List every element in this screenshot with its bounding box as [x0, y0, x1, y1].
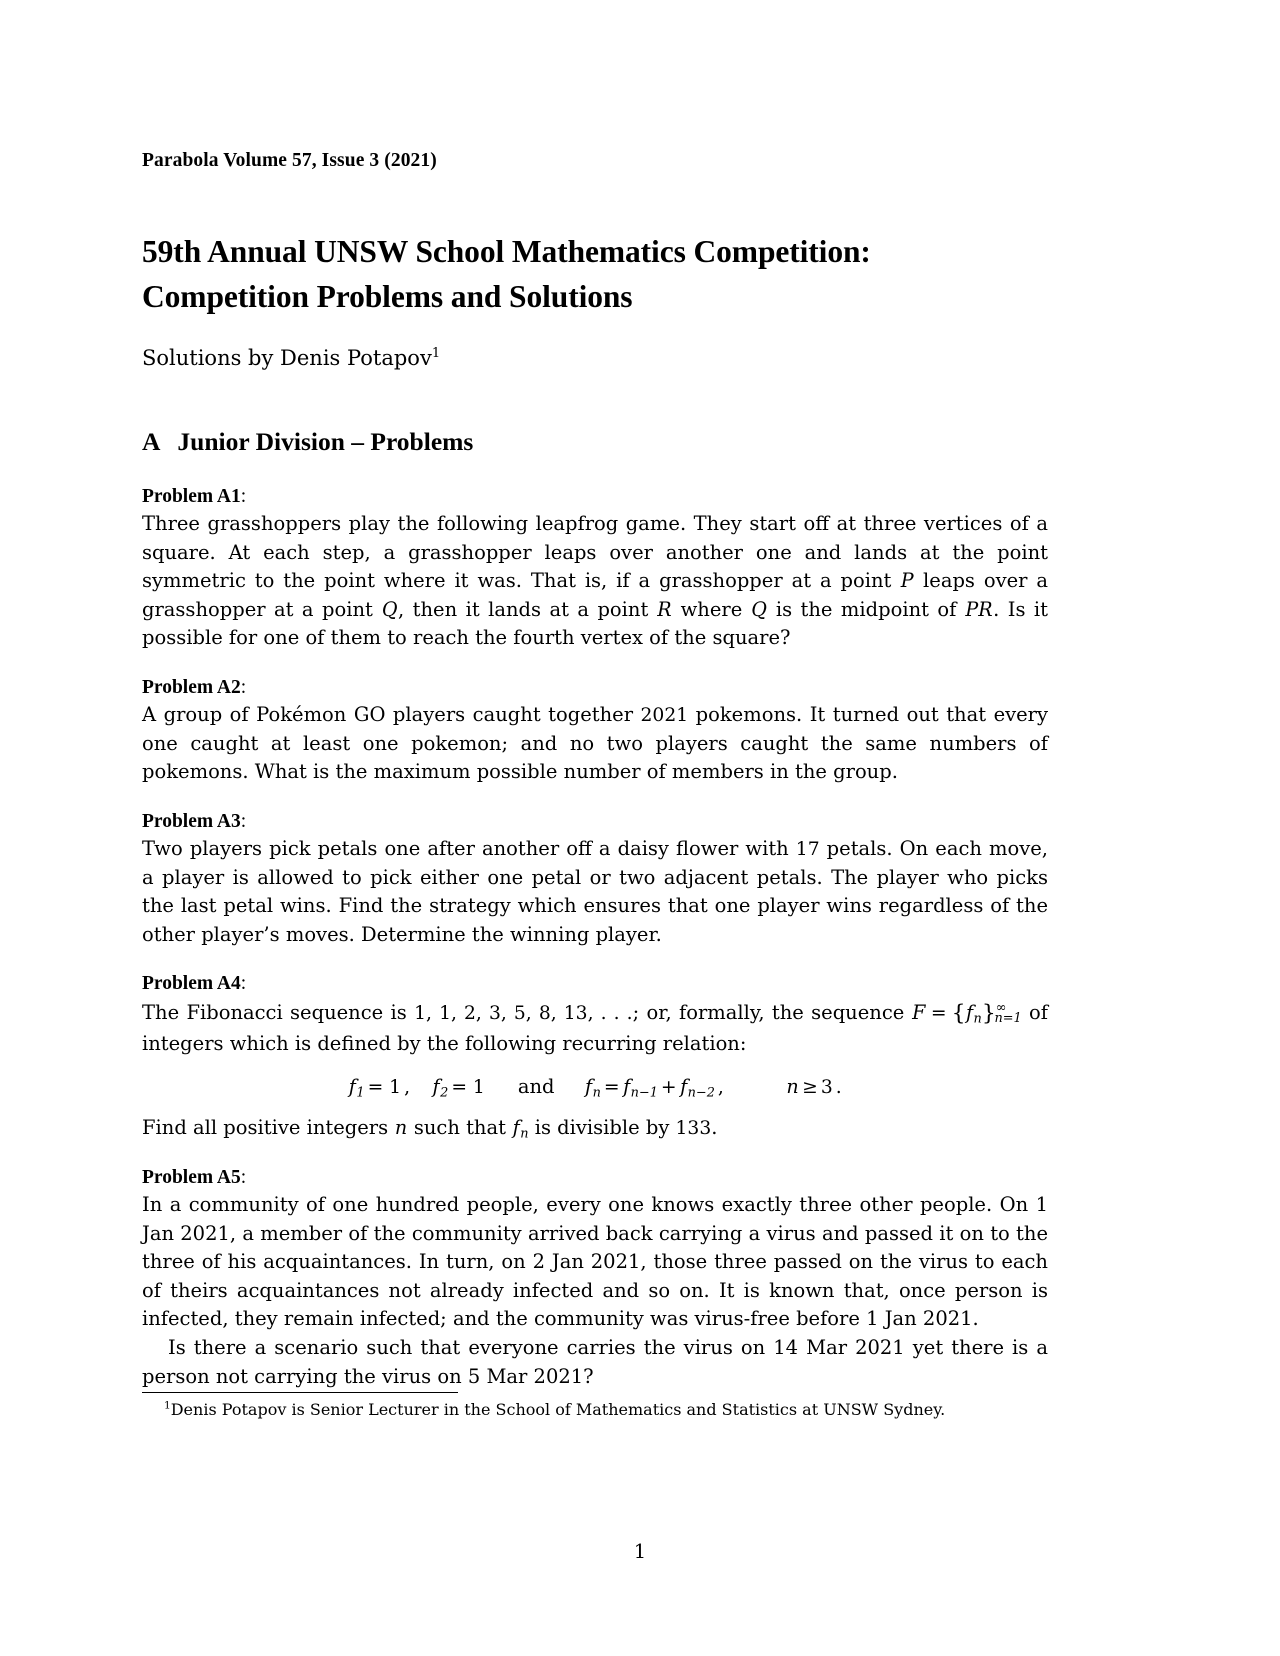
problem-a2-colon: :: [240, 676, 247, 698]
a4-closing-a: Find all positive integers: [142, 1116, 395, 1140]
a4-set-close: }: [981, 1000, 996, 1026]
a1-math-q2: Q: [751, 597, 767, 621]
a2-text-after: pokemons. It turned out that every one caught at least one pokemon; and no two players caught the same numbers of pokemons. What is the maximum possible number of members in the group.: [142, 703, 1049, 784]
footnote-body: Denis Potapov is Senior Lecturer in the School of Mathematics and Statistics at UNSW Sydney.: [170, 1400, 946, 1419]
eq-fn-sub: n: [592, 1085, 601, 1101]
section-title: Junior Division – Problems: [177, 426, 474, 456]
eq-geq: ≥: [802, 1077, 818, 1099]
eq-fn-equals: =: [603, 1077, 620, 1099]
problem-a5: [142, 1165, 1048, 1391]
a4-closing-fsub: n: [520, 1126, 529, 1142]
a1-part-6: . Is it possible for one of them to reach the fourth vertex of the square?: [142, 597, 1048, 650]
a2-text-before: A group of Pokémon GO players caught together: [142, 703, 641, 727]
a4-intro-b: ; or, formally, the sequence: [632, 1000, 912, 1024]
problem-a2: [142, 675, 1048, 787]
a4-closing-133: 133: [675, 1118, 712, 1140]
byline: [142, 345, 1048, 372]
a4-closing-c: is divisible by: [528, 1116, 676, 1140]
problem-a5-colon: :: [240, 1166, 247, 1188]
eq-comma-1: ,: [404, 1077, 411, 1099]
problem-a4-label: [142, 971, 1048, 997]
eq-f1: f: [348, 1075, 356, 1099]
a4-set-sub: n: [973, 1011, 982, 1027]
footnote-area: [142, 1392, 1048, 1421]
problem-a3-body: [142, 835, 1048, 949]
eq-f2-sub: 2: [440, 1085, 449, 1101]
eq-fn: f: [585, 1075, 593, 1099]
a1-part-3: , then it lands at a point: [397, 597, 657, 621]
problem-a4-label-text: Problem A4: [142, 973, 241, 995]
problem-a2-label: [142, 675, 1048, 701]
problem-a1-colon: :: [240, 485, 247, 507]
footnote-marker: 1: [164, 1399, 171, 1412]
a1-math-p: P: [900, 569, 914, 593]
a1-part-4: where: [672, 597, 751, 621]
eq-f2-value: = 1: [451, 1077, 485, 1099]
eq-fn2-sub: n−2: [687, 1085, 715, 1101]
a1-math-pr: PR: [965, 597, 993, 621]
eq-plus: +: [660, 1077, 677, 1099]
section-number: A: [142, 426, 161, 456]
problem-a4-colon: :: [240, 973, 247, 995]
eq-fn1-sub: n−1: [630, 1085, 658, 1101]
problem-a5-paragraph-2: Is there a scenario such that everyone carries the virus on 14 Mar 2021 yet there is a person not carrying the virus on 5 Mar 2021?: [142, 1335, 1048, 1388]
eq-f2: f: [432, 1075, 440, 1099]
a4-equals: =: [930, 1002, 947, 1024]
fibonacci-recurrence-equation: [142, 1075, 1048, 1101]
eq-fn1: f: [623, 1075, 631, 1099]
eq-fn2: f: [680, 1075, 688, 1099]
a4-closing-b: such that: [407, 1116, 513, 1140]
title-line-2: Competition Problems and Solutions: [142, 278, 633, 314]
a3-text-after: petals. On each move, a player is allowed to pick either one petal or two adjacent petals. The player who picks the last petal wins. Find the strategy which ensures that one player wins regardless of the other player’s moves. Determine the winning player.: [142, 837, 1048, 946]
problem-a3-label: [142, 809, 1048, 835]
problem-a3: [142, 809, 1048, 950]
eq-f1-sub: 1: [356, 1085, 365, 1101]
eq-n-var: n: [786, 1075, 799, 1099]
problem-a1: [142, 484, 1048, 653]
byline-footnote-marker: 1: [431, 346, 441, 362]
problem-a4-closing: [142, 1114, 1048, 1143]
problem-a4: [142, 971, 1048, 1142]
eq-period: .: [835, 1077, 842, 1099]
problem-a1-label-text: Problem A1: [142, 485, 241, 507]
problem-a5-label: [142, 1165, 1048, 1191]
eq-comma-2: ,: [717, 1077, 724, 1099]
a4-sequence: 1, 1, 2, 3, 5, 8, 13, . . .: [414, 1002, 633, 1024]
a1-math-r: R: [657, 597, 672, 621]
problem-a3-label-text: Problem A3: [142, 810, 241, 832]
a4-set-upper: ∞: [995, 1000, 1007, 1016]
problem-a3-colon: :: [240, 810, 247, 832]
a1-part-2: leaps over a grasshopper at a point: [142, 569, 1049, 621]
problem-a4-intro: [142, 998, 1048, 1059]
a4-set-open: {: [951, 1000, 966, 1026]
section-heading: [142, 427, 1048, 457]
footnote: [142, 1400, 1048, 1421]
eq-f1-value: = 1: [367, 1077, 402, 1099]
a4-set-f: f: [965, 1000, 974, 1024]
page-number: 1: [633, 1540, 647, 1563]
a3-number: 17: [795, 839, 820, 861]
a1-part-5: is the midpoint of: [767, 597, 965, 621]
byline-text: Solutions by Denis Potapov: [142, 346, 432, 371]
a4-set-lower: n=1: [994, 1011, 1022, 1027]
problem-a1-body: [142, 510, 1048, 653]
a1-math-q: Q: [381, 597, 398, 621]
a4-intro-a: The Fibonacci sequence is: [142, 1000, 415, 1024]
a4-intro-c: of integers which is defined by the following recurring relation:: [142, 1000, 1049, 1055]
problem-a1-label: [142, 484, 1048, 510]
eq-three: 3: [820, 1077, 833, 1099]
a4-closing-f: f: [512, 1116, 520, 1140]
problem-a2-label-text: Problem A2: [142, 676, 241, 698]
problem-a2-body: [142, 701, 1048, 787]
problem-a5-paragraph-1: In a community of one hundred people, every one knows exactly three other people. On 1 Jan 2021, a member of the community arrived back carrying a virus and passed it on to the three of his acquaintances. In turn, on 2 Jan 2021, those three passed on the virus to each of theirs acquaintances not already infected and so on. It is known that, once person is infected, they remain infected; and the community was virus-free before 1 Jan 2021.: [142, 1193, 1048, 1331]
problem-a5-label-text: Problem A5: [142, 1166, 241, 1188]
a3-text-before: Two players pick petals one after another off a daisy flower with: [142, 837, 796, 861]
a4-f-symbol: F: [912, 1000, 926, 1024]
a4-set-notation: [912, 1000, 1022, 1027]
eq-and-word: and: [517, 1075, 555, 1099]
running-head: Parabola Volume 57, Issue 3 (2021): [142, 150, 437, 171]
footnote-rule: [142, 1392, 458, 1393]
title-line-1: 59th Annual UNSW School Mathematics Competition:: [142, 234, 871, 269]
page-title: [142, 230, 1042, 319]
a4-closing-d: .: [711, 1116, 718, 1140]
a2-number: 2021: [640, 705, 689, 727]
a4-closing-n: n: [394, 1116, 408, 1140]
a1-part-1: Three grasshoppers play the following leapfrog game. They start off at three vertices of a square. At each step, a grasshopper leaps over another one and lands at the point symmetric to the point where it was. That is, if a grasshopper at a point: [142, 512, 1048, 593]
